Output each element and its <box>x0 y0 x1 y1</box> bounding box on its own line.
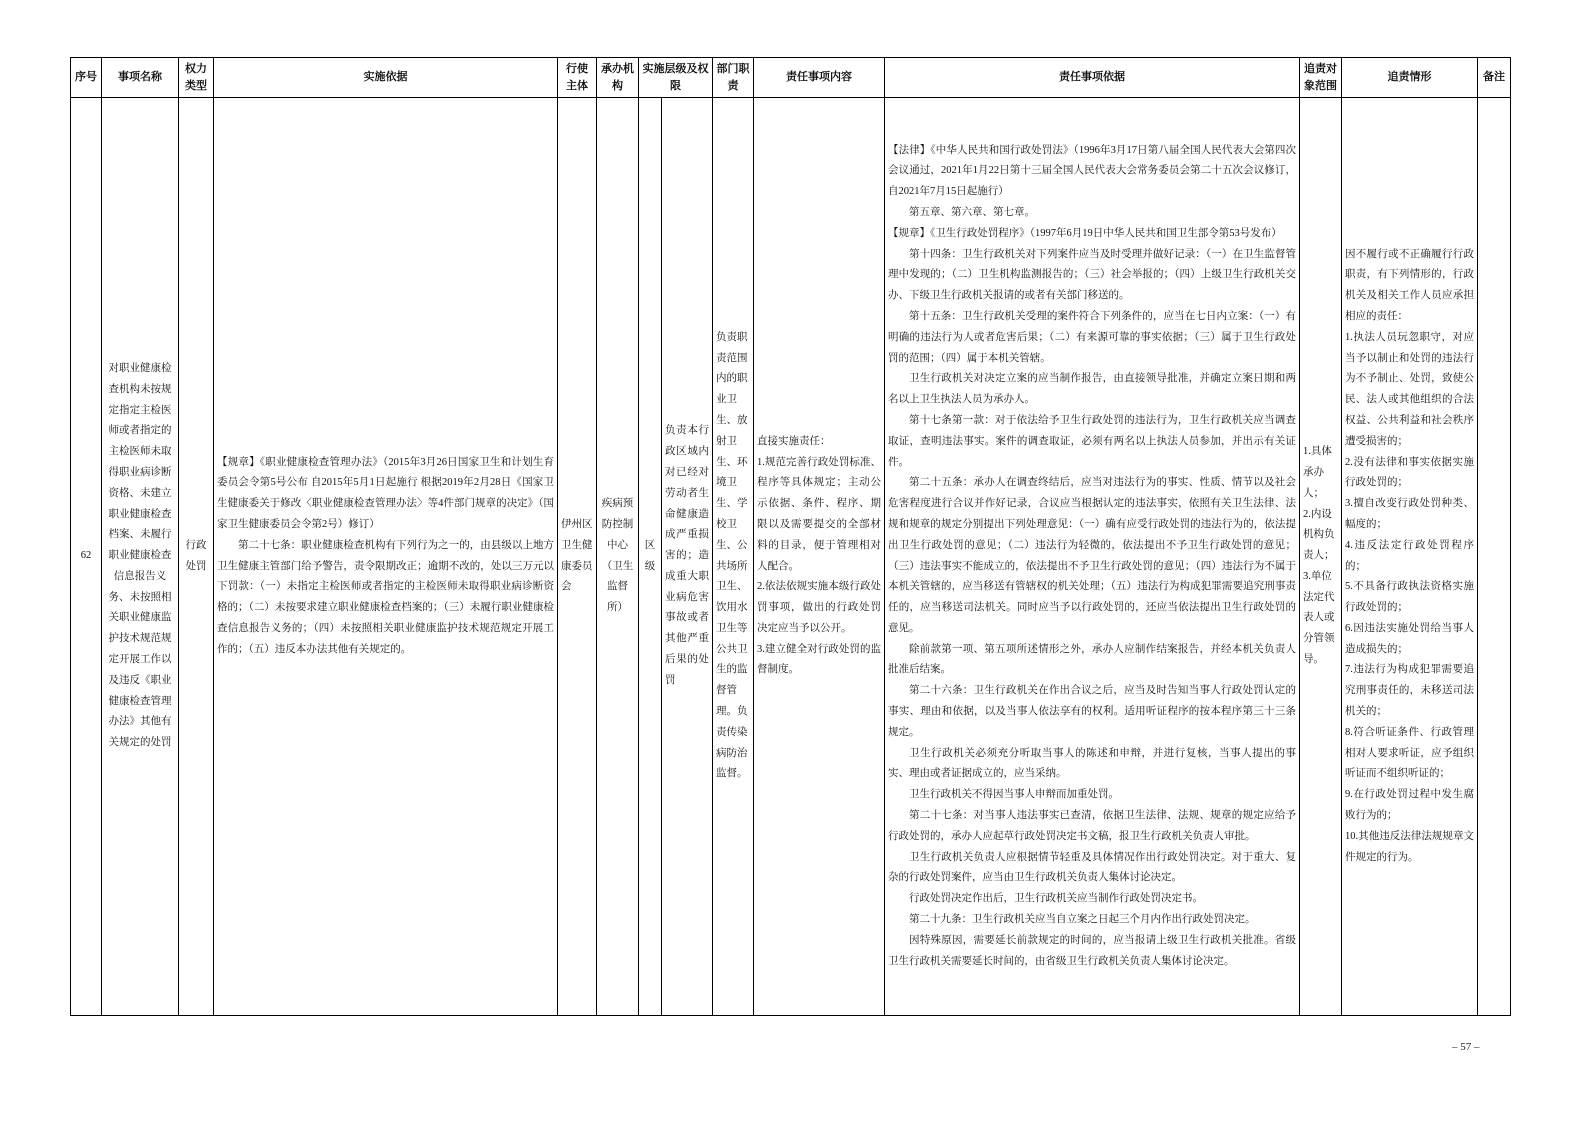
resp-basis-paragraph: 【规章】《卫生行政处罚程序》（1997年6月19日中华人民共和国卫生部令第53号发布） <box>888 227 1282 239</box>
accountability-case-item: 10.其他违反法律法规规章文件规定的行为。 <box>1345 830 1474 863</box>
accountability-case-item: 4.违反法定行政处罚程序的； <box>1345 539 1474 572</box>
cell-agency <box>597 98 639 1016</box>
cell-level <box>639 98 662 1016</box>
accountability-case-item: 9.在行政处罚过程中发生腐败行为的； <box>1345 789 1474 822</box>
resp-basis-paragraph: 第二十七条：对当事人违法事实已查清，依据卫生法律、法规、规章的规定应给予行政处罚的，承办人应起草行政处罚决定书文稿，报卫生行政机关负责人审批。 <box>888 810 1296 842</box>
resp-content-paragraph: 3.建立健全对行政处罚的监督制度。 <box>757 643 881 676</box>
header-duty: 部门职责 <box>713 58 754 98</box>
agency-text: 疾病预防控制中心（卫生监督所） <box>601 498 634 614</box>
responsibility-table <box>70 57 1511 1016</box>
resp-basis-paragraph: 第二十五条：承办人在调查终结后，应当对违法行为的事实、性质、情节以及社会危害程度进行合议并作好记录，合议应当根据认定的违法事实，依照有关卫生法律、法规和规章的规定分别提出下列处理意见：（一）确有应受行政处罚的违法行为的，依法提出卫生行政处罚的意见；（二）违法行为轻微的，依法提出不予卫生行政处罚的意见；（三）违法事实不能成立的，依法提出不予卫生行政处罚的意见；（四）违法行为不属于本机关管辖的，应当移送有管辖权的机关处理；（五）违法行为构成犯罪需要追究刑事责任的，应当移送司法机关。同时应当予以行政处罚的，还应当依法提出卫生行政处罚的意见。 <box>888 477 1296 634</box>
accountability-case-item: 5.不具备行政执法资格实施行政处罚的； <box>1345 581 1474 614</box>
accountability-case-item: 1.执法人员玩忽职守，对应当予以制止和处罚的违法行为不予制止、处罚，致使公民、法人或其他组织的合法权益、公共利益和社会秩序遭受损害的； <box>1345 331 1474 447</box>
accountability-case-item: 7.违法行为构成犯罪需要追究刑事责任的，未移送司法机关的； <box>1345 664 1474 718</box>
cell-remarks <box>1478 98 1511 1016</box>
resp-basis-paragraph: 卫生行政机关必须充分听取当事人的陈述和申辩，并进行复核，当事人提出的事实、理由或者证据成立的，应当采纳。 <box>888 747 1296 780</box>
subject-text: 伊州区卫生健康委员会 <box>561 518 593 593</box>
accountability-scope-item: 2.内设机构负责人； <box>1303 508 1335 562</box>
accountability-scope-item: 3.单位法定代表人或分管领导。 <box>1303 570 1335 666</box>
power-type-text: 行政处罚 <box>185 539 207 572</box>
cell-scope <box>662 98 713 1016</box>
cell-resp-content <box>754 98 885 1016</box>
resp-content-paragraph: 1.规范完善行政处罚标准、程序等具体规定；主动公示依据、条件、程序、期限以及需要提交的全部材料的目录，便于管理相对人配合。 <box>757 456 881 572</box>
header-no: 序号 <box>71 58 102 98</box>
cell-accountability-scope <box>1300 98 1342 1016</box>
basis-paragraph: 【规章】《职业健康检查管理办法》（2015年3月26日国家卫生和计划生育委员会令第5号公布 自2015年5月1日起施行 根据2019年2月28日《国家卫生健康委关于修改〈职业健康检查管理办法〉等4件部门规章的决定》（国家卫生健康委员会令第2号）修订） <box>217 456 554 530</box>
header-subject: 行使主体 <box>558 58 597 98</box>
cell-power-type <box>179 98 214 1016</box>
resp-basis-paragraph: 卫生行政机关不得因当事人申辩而加重处罚。 <box>909 789 1119 801</box>
header-accountability-scope: 追责对象范围 <box>1300 58 1342 98</box>
header-agency: 承办机构 <box>597 58 639 98</box>
cell-item-name <box>102 98 179 1016</box>
resp-basis-paragraph: 卫生行政机关对决定立案的应当制作报告，由直接领导批准，并确定立案日期和两名以上卫生执法人员为承办人。 <box>888 373 1296 406</box>
resp-basis-paragraph: 因特殊原因，需要延长前款规定的时间的，应当报请上级卫生行政机关批准。省级卫生行政机关需要延长时间的，由省级卫生行政机关负责人集体讨论决定。 <box>888 934 1296 967</box>
header-power-type: 权力类型 <box>179 58 214 98</box>
cell-basis <box>214 98 558 1016</box>
table-header-row <box>71 58 1511 98</box>
header-resp-content: 责任事项内容 <box>754 58 885 98</box>
resp-content-paragraph: 直接实施责任： <box>757 435 831 447</box>
basis-paragraph: 第二十七条：职业健康检查机构有下列行为之一的，由县级以上地方卫生健康主管部门给予警告，责令限期改正；逾期不改的，处以三万元以下罚款：（一）未指定主检医师或者指定的主检医师未取得职业病诊断资格的；（二）未按要求建立职业健康检查档案的；（三）未履行职业健康检查信息报告义务的；（四）未按照相关职业健康监护技术规范规定开展工作的；（五）违反本办法其他有关规定的。 <box>217 539 554 655</box>
accountability-case-item: 2.没有法律和事实依据实施行政处罚的； <box>1345 456 1474 489</box>
resp-content-text <box>757 432 881 682</box>
scope-text: 负责本行政区域内对已经对劳动者生命健康造成严重损害的；造成重大职业病危害事故或者其他严重后果的处罚 <box>665 425 709 686</box>
table-row <box>71 98 1511 1016</box>
resp-basis-paragraph: 第十七条第一款：对于依法给予卫生行政处罚的违法行为，卫生行政机关应当调查取证，查明违法事实。案件的调查取证，必须有两名以上执法人员参加，并出示有关证件。 <box>888 414 1296 468</box>
accountability-case-item: 6.因违法实施处罚给当事人造成损失的； <box>1345 622 1474 655</box>
cell-duty <box>713 98 754 1016</box>
header-accountability-cases: 追责情形 <box>1342 58 1478 98</box>
accountability-case-item: 8.符合听证条件、行政管理相对人要求听证，应予组织听证而不组织听证的； <box>1345 726 1474 780</box>
cell-resp-basis <box>885 98 1300 1016</box>
resp-basis-text <box>888 141 1296 973</box>
page-number: – 57 – <box>1452 1041 1480 1053</box>
accountability-scope-item: 1.具体承办人； <box>1303 446 1332 499</box>
accountability-scope-text <box>1303 442 1338 671</box>
cell-no <box>71 98 102 1016</box>
accountability-case-item: 3.擅自改变行政处罚种类、幅度的； <box>1345 498 1474 530</box>
duty-text: 负责职责范围内的职业卫生、放射卫生、环境卫生、学校卫生、公共场所卫生、饮用水卫生等公共卫生的监督管理。负责传染病防治监督。 <box>716 331 748 780</box>
header-remarks: 备注 <box>1478 58 1511 98</box>
resp-basis-paragraph: 第十五条：卫生行政机关受理的案件符合下列条件的，应当在七日内立案：（一）有明确的违法行为人或者危害后果；（二）有来源可靠的事实依据；（三）属于卫生行政处罚的范围；（四）属于本机关管辖。 <box>888 310 1296 364</box>
cell-subject <box>558 98 597 1016</box>
header-item-name: 事项名称 <box>102 58 179 98</box>
row-number: 62 <box>80 550 92 562</box>
basis-text <box>217 453 554 661</box>
accountability-cases-text <box>1345 245 1474 869</box>
item-name-text: 对职业健康检查机构未按规定指定主检医师或者指定的主检医师未取得职业病诊断资格、未建立职业健康检查档案、未履行职业健康检查信息报告义务、未按照相关职业健康监护技术规范规定开展工作以及违反《职业健康检查管理办法》其他有关规定的处罚 <box>108 362 172 749</box>
resp-content-paragraph: 2.依法依规实施本级行政处罚事项，做出的行政处罚决定应当予以公开。 <box>757 581 881 634</box>
header-basis: 实施依据 <box>214 58 558 98</box>
level-text: 区级 <box>644 539 656 572</box>
resp-basis-paragraph: 第二十九条：卫生行政机关应当自立案之日起三个月内作出行政处罚决定。 <box>909 914 1256 926</box>
accountability-case-item: 因不履行或不正确履行行政职责，有下列情形的，行政机关及相关工作人员应承担相应的责任： <box>1345 248 1474 322</box>
resp-basis-paragraph: 卫生行政机关负责人应根据情节轻重及具体情况作出行政处罚决定。对于重大、复杂的行政处罚案件，应当由卫生行政机关负责人集体讨论决定。 <box>888 851 1296 884</box>
resp-basis-paragraph: 第五章、第六章、第七章。 <box>909 206 1035 218</box>
header-level-scope: 实施层级及权限 <box>639 58 713 98</box>
resp-basis-paragraph: 【法律】《中华人民共和国行政处罚法》（1996年3月17日第八届全国人民代表大会第四次会议通过，2021年1月22日第十三届全国人民代表大会常务委员会第二十五次会议修订，自2021年7月15日起施行） <box>888 144 1296 198</box>
header-resp-basis: 责任事项依据 <box>885 58 1300 98</box>
resp-basis-paragraph: 除前款第一项、第五项所述情形之外，承办人应制作结案报告，并经本机关负责人批准后结案。 <box>888 643 1296 676</box>
resp-basis-paragraph: 第二十六条：卫生行政机关在作出合议之后，应当及时告知当事人行政处罚认定的事实、理由和依据，以及当事人依法享有的权利。适用听证程序的按本程序第三十三条规定。 <box>888 685 1296 738</box>
resp-basis-paragraph: 行政处罚决定作出后，卫生行政机关应当制作行政处罚决定书。 <box>909 893 1203 905</box>
cell-accountability-cases <box>1342 98 1478 1016</box>
resp-basis-paragraph: 第十四条：卫生行政机关对下列案件应当及时受理并做好记录：（一）在卫生监督管理中发现的；（二）卫生机构监测报告的；（三）社会举报的；（四）上级卫生行政机关交办、下级卫生行政机关报请的或者有关部门移送的。 <box>888 248 1296 302</box>
